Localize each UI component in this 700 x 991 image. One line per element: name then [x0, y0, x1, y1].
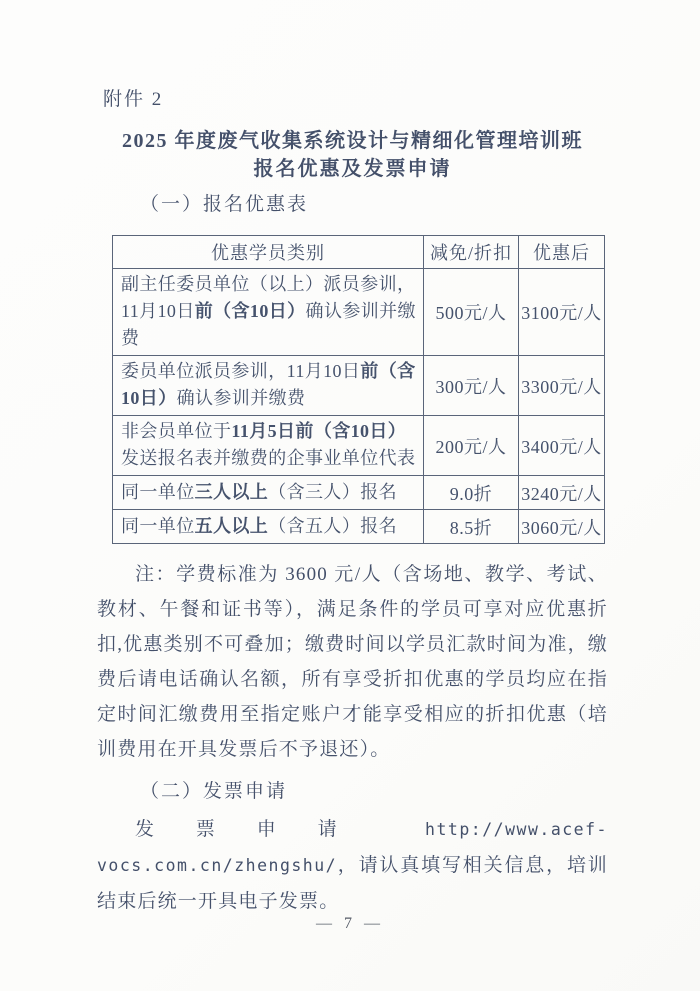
section-heading-discount: （一）报名优惠表 — [140, 194, 309, 215]
category-segment: 同一单位 — [121, 481, 195, 502]
category-cell — [113, 269, 424, 356]
category-segment-bold: 前（含10日） — [121, 361, 416, 408]
price-after-cell: 3240元/人 — [519, 476, 605, 510]
table-header-cell: 减免/折扣 — [424, 236, 519, 269]
table-row — [113, 510, 605, 544]
price-after-cell: 3400元/人 — [519, 416, 605, 476]
discount-cell: 9.0折 — [424, 476, 519, 510]
table-header-cell: 优惠学员类别 — [113, 236, 424, 269]
category-cell — [113, 356, 424, 416]
price-after-cell: 3300元/人 — [519, 356, 605, 416]
discount-cell: 8.5折 — [424, 510, 519, 544]
category-segment: 非会员单位于 — [121, 421, 232, 441]
invoice-prefix: 发票申请 — [135, 819, 426, 840]
category-segment-bold: 三人以上 — [194, 481, 269, 502]
category-segment: 副主任委员单位（以上）派员参训，11月10日 — [121, 274, 416, 321]
discount-cell: 200元/人 — [424, 416, 519, 476]
category-segment-bold: 11月5日前（含10日） — [231, 421, 407, 441]
discount-cell: 300元/人 — [424, 356, 519, 416]
category-segment: （含五人）报名 — [268, 515, 398, 536]
category-segment-bold: 前（含10日） — [194, 301, 306, 321]
category-segment: 确认参训并缴费 — [176, 388, 306, 408]
category-segment: 确认参训并缴费 — [121, 301, 416, 348]
table-row — [113, 269, 605, 356]
table-row — [113, 356, 605, 416]
price-after-cell: 3100元/人 — [519, 269, 605, 356]
category-segment: （含三人）报名 — [268, 481, 398, 502]
table-header-cell: 优惠后 — [519, 236, 605, 269]
table-row — [113, 476, 605, 510]
page-number: — 7 — — [316, 915, 384, 932]
category-cell — [113, 510, 424, 544]
category-segment: 发送报名表并缴费的企事业单位代表 — [121, 448, 416, 468]
note-paragraph: 注：学费标准为 3600 元/人（含场地、教学、考试、教材、午餐和证书等），满足条件的学员可享对应优惠折扣,优惠类别不可叠加；缴费时间以学员汇款时间为准，缴费后请电话确认名额，所有享受折扣优惠的学员均应在指定时间汇缴费用至指定账户才能享受相应的折扣优惠（培训费用在开具发票后不予退还）。 — [97, 564, 608, 760]
invoice-url: http://www.acef-vocs.com.cn/zhengshu/ — [97, 820, 608, 875]
document-content — [97, 84, 608, 920]
invoice-paragraph — [97, 812, 608, 920]
category-segment: 委员单位派员参训，11月10日 — [121, 361, 361, 381]
table-row — [113, 416, 605, 476]
discount-table-body — [113, 269, 605, 544]
category-segment: 同一单位 — [121, 515, 195, 536]
category-segment-bold: 五人以上 — [194, 515, 269, 536]
category-cell — [113, 416, 424, 476]
table-header-row — [113, 236, 605, 269]
document-title-line1: 2025 年度废气收集系统设计与精细化管理培训班 — [122, 130, 583, 152]
price-after-cell: 3060元/人 — [519, 510, 605, 544]
category-cell — [113, 476, 424, 510]
discount-table — [112, 235, 605, 544]
document-title-line2: 报名优惠及发票申请 — [253, 158, 452, 180]
discount-cell: 500元/人 — [424, 269, 519, 356]
attachment-label: 附件 2 — [103, 89, 164, 110]
invoice-suffix: ，请认真填写相关信息，培训结束后统一开具电子发票。 — [97, 855, 608, 912]
section-heading-invoice: （二）发票申请 — [140, 781, 288, 802]
